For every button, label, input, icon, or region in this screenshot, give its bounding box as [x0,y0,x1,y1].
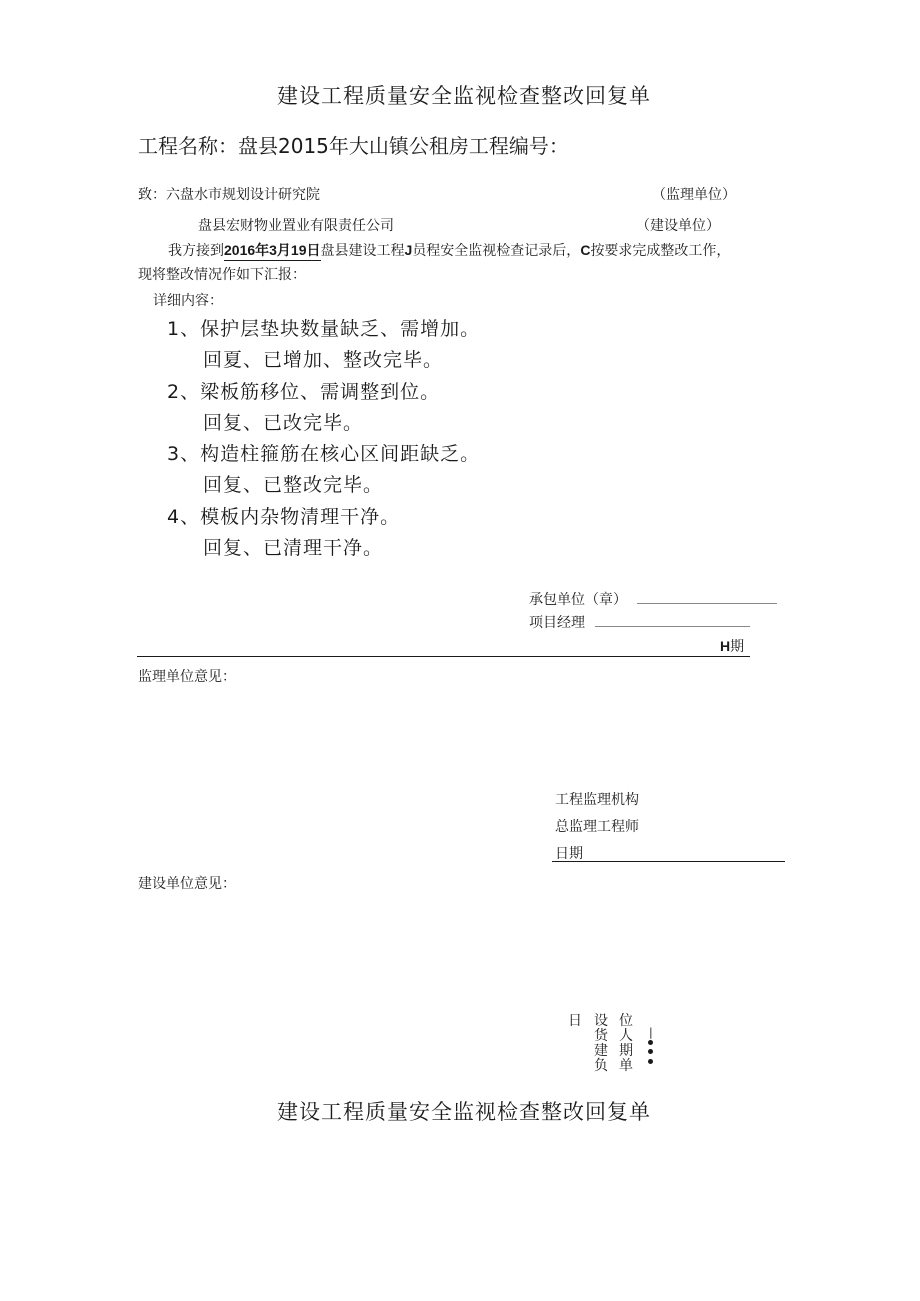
signature-column-2 [593,1014,609,1074]
dot-icon [648,1049,653,1054]
recipient-line-1 [138,184,320,204]
supervision-date-line [552,861,785,862]
section-divider [137,656,750,657]
to-prefix: 致： [138,187,166,203]
body-text-4: 按要求完成整改工作， [590,243,731,259]
project-name-line: 工程名称：盘县2015年大山镇公租房工程编号： [138,134,569,158]
supervision-unit-name: 六盘水市规划设计研究院 [166,187,320,203]
body-paragraph-line-2: 现将整改情况作如下汇报： [138,267,306,283]
dot-icon [648,1040,653,1045]
contractor-seal-line [637,603,777,604]
reply-item-2: 回复、已改完毕。 [203,412,364,434]
signature-char: 单 [619,1058,633,1074]
signature-char: 期 [619,1043,633,1059]
body-text-1: 我方接到 [168,243,224,259]
reply-item-1: 回夏、已增加、整改完毕。 [203,349,444,371]
signature-char: 人 [619,1028,633,1044]
chief-engineer-label: 总监理工程师 [555,819,639,835]
issue-item-4: 4、模板内杂物清理干净。 [167,506,401,528]
construction-unit-name: 盘县宏财物业置业有限责任公司 [198,218,394,234]
issue-item-2: 2、梁板筋移位、需调整到位。 [167,381,441,403]
signature-char: 设 [594,1013,608,1029]
supervision-org-label: 工程监理机构 [555,792,639,808]
inspection-date: 2016年3月19日 [224,240,321,261]
reply-item-4: 回复、已清理干净。 [203,537,384,559]
signature-column-1 [567,1014,583,1029]
supervision-opinion-label: 监理单位意见： [138,669,236,685]
issue-item-1: 1、保护层垫块数量缺乏、需增加。 [167,318,481,340]
body-mark-1: J [404,242,413,258]
body-mark-2: C [580,242,591,258]
dot-icon [648,1059,653,1064]
body-text-2: 盘县建设工程 [320,243,405,259]
body-paragraph-line-1 [168,240,730,261]
signature-char: 负 [594,1058,608,1074]
project-manager-label: 项目经理 [529,615,585,631]
signature-mark: | [649,1026,653,1039]
construction-unit-role: （建设单位） [636,218,720,234]
signature-char: 日 [568,1013,582,1029]
body-text-3: 员程安全监视检查记录后， [412,243,581,259]
supervision-date-label: 日期 [555,846,583,862]
page-title: 建设工程质量安全监视检查整改回复单 [277,84,651,108]
project-manager-line [595,626,750,627]
issue-item-3: 3、构造柱箍筋在核心区间距缺乏。 [167,443,481,465]
footer-title: 建设工程质量安全监视检查整改回复单 [277,1100,651,1124]
signature-char: 位 [619,1013,633,1029]
signature-column-3 [618,1014,634,1074]
date-label: 期 [730,639,745,655]
reply-item-3: 回复、已整改完毕。 [203,474,384,496]
signature-char: 建 [594,1043,608,1059]
signature-char: 货 [594,1028,608,1044]
supervision-unit-role: （监理单位） [652,187,736,203]
detail-label: 详细内容： [153,293,223,309]
contractor-seal-label: 承包单位（章） [529,592,627,608]
construction-opinion-label: 建设单位意见： [138,876,236,892]
date-mark: H [720,638,731,654]
contractor-date [720,636,744,656]
